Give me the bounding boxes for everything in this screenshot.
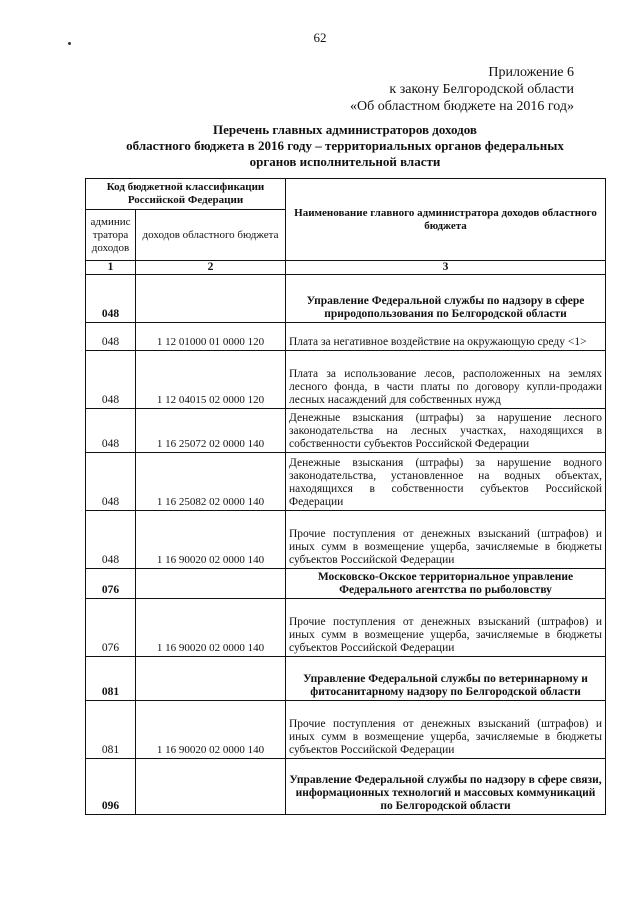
table-row-organization bbox=[86, 569, 606, 599]
table-row-organization bbox=[86, 275, 606, 323]
appendix-header bbox=[350, 64, 574, 115]
admin-code-cell: 081 bbox=[86, 657, 136, 701]
revenue-name-cell: Прочие поступления от денежных взысканий (штрафов) и иных сумм в возмещение ущерба, зачисляемые в бюджеты субъектов Российской Федерации bbox=[286, 701, 606, 759]
organization-name-cell: Московско-Окское территориальное управление Федерального агентства по рыболовству bbox=[286, 569, 606, 599]
table-row bbox=[86, 409, 606, 453]
admin-code-cell: 048 bbox=[86, 275, 136, 323]
admin-code-cell: 048 bbox=[86, 511, 136, 569]
appendix-line-2: к закону Белгородской области bbox=[389, 82, 574, 97]
administrators-table bbox=[85, 178, 606, 815]
admin-code-cell: 048 bbox=[86, 351, 136, 409]
revenue-code-cell: 1 16 90020 02 0000 140 bbox=[136, 511, 286, 569]
table-row bbox=[86, 511, 606, 569]
organization-name-cell: Управление Федеральной службы по надзору в сфере природопользования по Белгородской области bbox=[286, 275, 606, 323]
revenue-code-cell: 1 12 04015 02 0000 120 bbox=[136, 351, 286, 409]
header-administrator-name: Наименование главного администратора доходов областного бюджета bbox=[286, 179, 606, 261]
document-title bbox=[95, 122, 595, 170]
table-row bbox=[86, 701, 606, 759]
table-row bbox=[86, 599, 606, 657]
table-row bbox=[86, 453, 606, 511]
revenue-code-cell: 1 16 90020 02 0000 140 bbox=[136, 599, 286, 657]
header-budget-classification-code: Код бюджетной классификации Российской Федерации bbox=[86, 179, 286, 210]
revenue-code-cell bbox=[136, 275, 286, 323]
column-number-1: 1 bbox=[86, 261, 136, 275]
revenue-name-cell: Прочие поступления от денежных взысканий (штрафов) и иных сумм в возмещение ущерба, зачисляемые в бюджеты субъектов Российской Федерации bbox=[286, 511, 606, 569]
revenue-code-cell: 1 16 25072 02 0000 140 bbox=[136, 409, 286, 453]
admin-code-cell: 048 bbox=[86, 323, 136, 351]
header-revenue-code: доходов областного бюджета bbox=[136, 210, 286, 261]
column-number-3: 3 bbox=[286, 261, 606, 275]
organization-name-cell: Управление Федеральной службы по ветеринарному и фитосанитарному надзору по Белгородской области bbox=[286, 657, 606, 701]
revenue-name-cell: Прочие поступления от денежных взысканий (штрафов) и иных сумм в возмещение ущерба, зачисляемые в бюджеты субъектов Российской Федерации bbox=[286, 599, 606, 657]
revenue-code-cell bbox=[136, 657, 286, 701]
table-row bbox=[86, 323, 606, 351]
admin-code-cell: 076 bbox=[86, 599, 136, 657]
table-row-organization bbox=[86, 759, 606, 815]
admin-code-cell: 096 bbox=[86, 759, 136, 815]
organization-name-cell: Управление Федеральной службы по надзору в сфере связи, информационных технологий и массовых коммуникаций по Белгородской области bbox=[286, 759, 606, 815]
admin-code-cell: 048 bbox=[86, 453, 136, 511]
page-number: 62 bbox=[313, 30, 327, 45]
revenue-name-cell: Денежные взыскания (штрафы) за нарушение лесного законодательства на лесных участках, находящихся в собственности субъектов Российской Федерации bbox=[286, 409, 606, 453]
title-line-1: Перечень главных администраторов доходов bbox=[213, 122, 477, 137]
admin-code-cell: 081 bbox=[86, 701, 136, 759]
scan-speck bbox=[68, 42, 71, 45]
revenue-name-cell: Плата за использование лесов, расположенных на землях лесного фонда, в части платы по договору купли-продажи лесных насаждений для собственных нужд bbox=[286, 351, 606, 409]
revenue-code-cell: 1 16 90020 02 0000 140 bbox=[136, 701, 286, 759]
table-row bbox=[86, 351, 606, 409]
header-administrator-code: админис тратора доходов bbox=[86, 210, 136, 261]
revenue-code-cell bbox=[136, 759, 286, 815]
revenue-code-cell: 1 16 25082 02 0000 140 bbox=[136, 453, 286, 511]
revenue-name-cell: Денежные взыскания (штрафы) за нарушение водного законодательства, установленное на водных объектах, находящихся в собственности субъектов Российской Федерации bbox=[286, 453, 606, 511]
revenue-name-cell: Плата за негативное воздействие на окружающую среду <1> bbox=[286, 323, 606, 351]
column-number-2: 2 bbox=[136, 261, 286, 275]
title-line-2: областного бюджета в 2016 году – территориальных органов федеральных bbox=[126, 138, 564, 153]
revenue-code-cell bbox=[136, 569, 286, 599]
appendix-line-3: «Об областном бюджете на 2016 год» bbox=[350, 99, 574, 114]
admin-code-cell: 048 bbox=[86, 409, 136, 453]
table-row-organization bbox=[86, 657, 606, 701]
admin-code-cell: 076 bbox=[86, 569, 136, 599]
title-line-3: органов исполнительной власти bbox=[249, 154, 441, 169]
appendix-line-1: Приложение 6 bbox=[488, 65, 574, 80]
revenue-code-cell: 1 12 01000 01 0000 120 bbox=[136, 323, 286, 351]
